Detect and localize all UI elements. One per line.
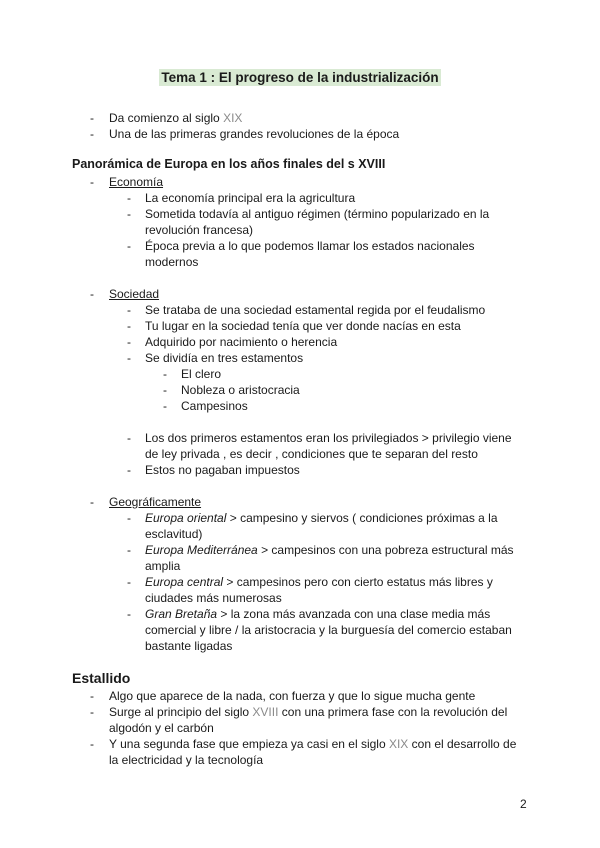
economia-item-cont: revolución francesa)	[145, 223, 254, 237]
region-term: Europa oriental	[145, 511, 227, 525]
economia-item-cont: modernos	[145, 255, 199, 269]
century-highlight: XVIII	[252, 705, 279, 719]
bullet-dash: -	[163, 367, 167, 381]
estallido-item: Algo que aparece de la nada, con fuerza y que lo sigue mucha gente	[109, 689, 476, 703]
bullet-dash: -	[127, 303, 131, 317]
geografia-item-cont: comercial y libre / la aristocracia y la burguesía del comercio estaban	[145, 623, 512, 637]
bullet-dash: -	[90, 737, 94, 751]
bullet-dash: -	[127, 463, 131, 477]
section-heading-panoramica: Panorámica de Europa en los años finales del s XVIII	[72, 157, 386, 171]
intro-item-2: Una de las primeras grandes revoluciones de la época	[109, 127, 400, 141]
bullet-dash: -	[127, 191, 131, 205]
estallido-item-cont: algodón y el carbón	[109, 721, 214, 735]
bullet-dash: -	[90, 287, 94, 301]
section-heading-estallido: Estallido	[72, 670, 131, 686]
region-term: Gran Bretaña	[145, 607, 218, 621]
estamento-item: Campesinos	[181, 399, 248, 413]
geografia-item: Gran Bretaña > la zona más avanzada con una clase media más	[145, 607, 491, 621]
sociedad-item: Estos no pagaban impuestos	[145, 463, 300, 477]
page-number: 2	[520, 797, 527, 811]
title-text: Tema 1 : El progreso de la industrialización	[161, 70, 439, 85]
estallido-item: Surge al principio del siglo XVIII con una primera fase con la revolución del	[109, 705, 508, 719]
estallido-item-cont: la electricidad y la tecnología	[109, 753, 264, 767]
sociedad-item: Tu lugar en la sociedad tenía que ver donde nacías en esta	[145, 319, 461, 333]
bullet-dash: -	[127, 543, 131, 557]
geografia-item: Europa Mediterránea > campesinos con una pobreza estructural más	[145, 543, 514, 557]
sociedad-item: Se trataba de una sociedad estamental regida por el feudalismo	[145, 303, 486, 317]
bullet-dash: -	[127, 239, 131, 253]
bullet-dash: -	[127, 207, 131, 221]
bullet-dash: -	[163, 383, 167, 397]
bullet-dash: -	[90, 175, 94, 189]
geografia-item-cont: ciudades más numerosas	[145, 591, 282, 605]
bullet-dash: -	[90, 495, 94, 509]
estamento-item: Nobleza o aristocracia	[181, 383, 300, 397]
bullet-dash: -	[127, 351, 131, 365]
geografia-item-cont: bastante ligadas	[145, 639, 233, 653]
bullet-dash: -	[163, 399, 167, 413]
sociedad-item: Adquirido por nacimiento o herencia	[145, 335, 338, 349]
economia-item: Sometida todavía al antiguo régimen (término popularizado en la	[145, 207, 490, 221]
bullet-dash: -	[90, 705, 94, 719]
bullet-dash: -	[127, 607, 131, 621]
geografia-item: Europa central > campesinos pero con cierto estatus más libres y	[145, 575, 493, 589]
bullet-dash: -	[127, 431, 131, 445]
sociedad-item-cont: de ley privada , es decir , condiciones que te separan del resto	[145, 447, 478, 461]
bullet-dash: -	[90, 689, 94, 703]
bullet-dash: -	[127, 335, 131, 349]
bullet-dash: -	[127, 511, 131, 525]
subheading-geograficamente: Geográficamente	[109, 495, 202, 509]
bullet-dash: -	[90, 127, 94, 141]
bullet-dash: -	[127, 575, 131, 589]
economia-item: La economía principal era la agricultura	[145, 191, 356, 205]
geografia-item-cont: esclavitud)	[145, 527, 203, 541]
estamento-item: El clero	[181, 367, 222, 381]
geografia-item: Europa oriental > campesino y siervos ( condiciones próximas a la	[145, 511, 498, 525]
intro-item-1: Da comienzo al siglo XIX	[109, 111, 243, 125]
subheading-economia: Economía	[109, 175, 164, 189]
century-highlight: XIX	[223, 111, 243, 125]
century-highlight: XIX	[388, 737, 409, 751]
page-title	[0, 70, 600, 85]
geografia-item-cont: amplia	[145, 559, 181, 573]
region-term: Europa central	[145, 575, 224, 589]
estallido-item: Y una segunda fase que empieza ya casi en el siglo XIX con el desarrollo de	[109, 737, 517, 751]
sociedad-item: Se dividía en tres estamentos	[145, 351, 304, 365]
subheading-sociedad: Sociedad	[109, 287, 160, 301]
bullet-dash: -	[90, 111, 94, 125]
bullet-dash: -	[127, 319, 131, 333]
economia-item: Época previa a lo que podemos llamar los estados nacionales	[145, 239, 475, 253]
region-term: Europa Mediterránea	[145, 543, 258, 557]
sociedad-item: Los dos primeros estamentos eran los privilegiados > privilegio viene	[145, 431, 512, 445]
